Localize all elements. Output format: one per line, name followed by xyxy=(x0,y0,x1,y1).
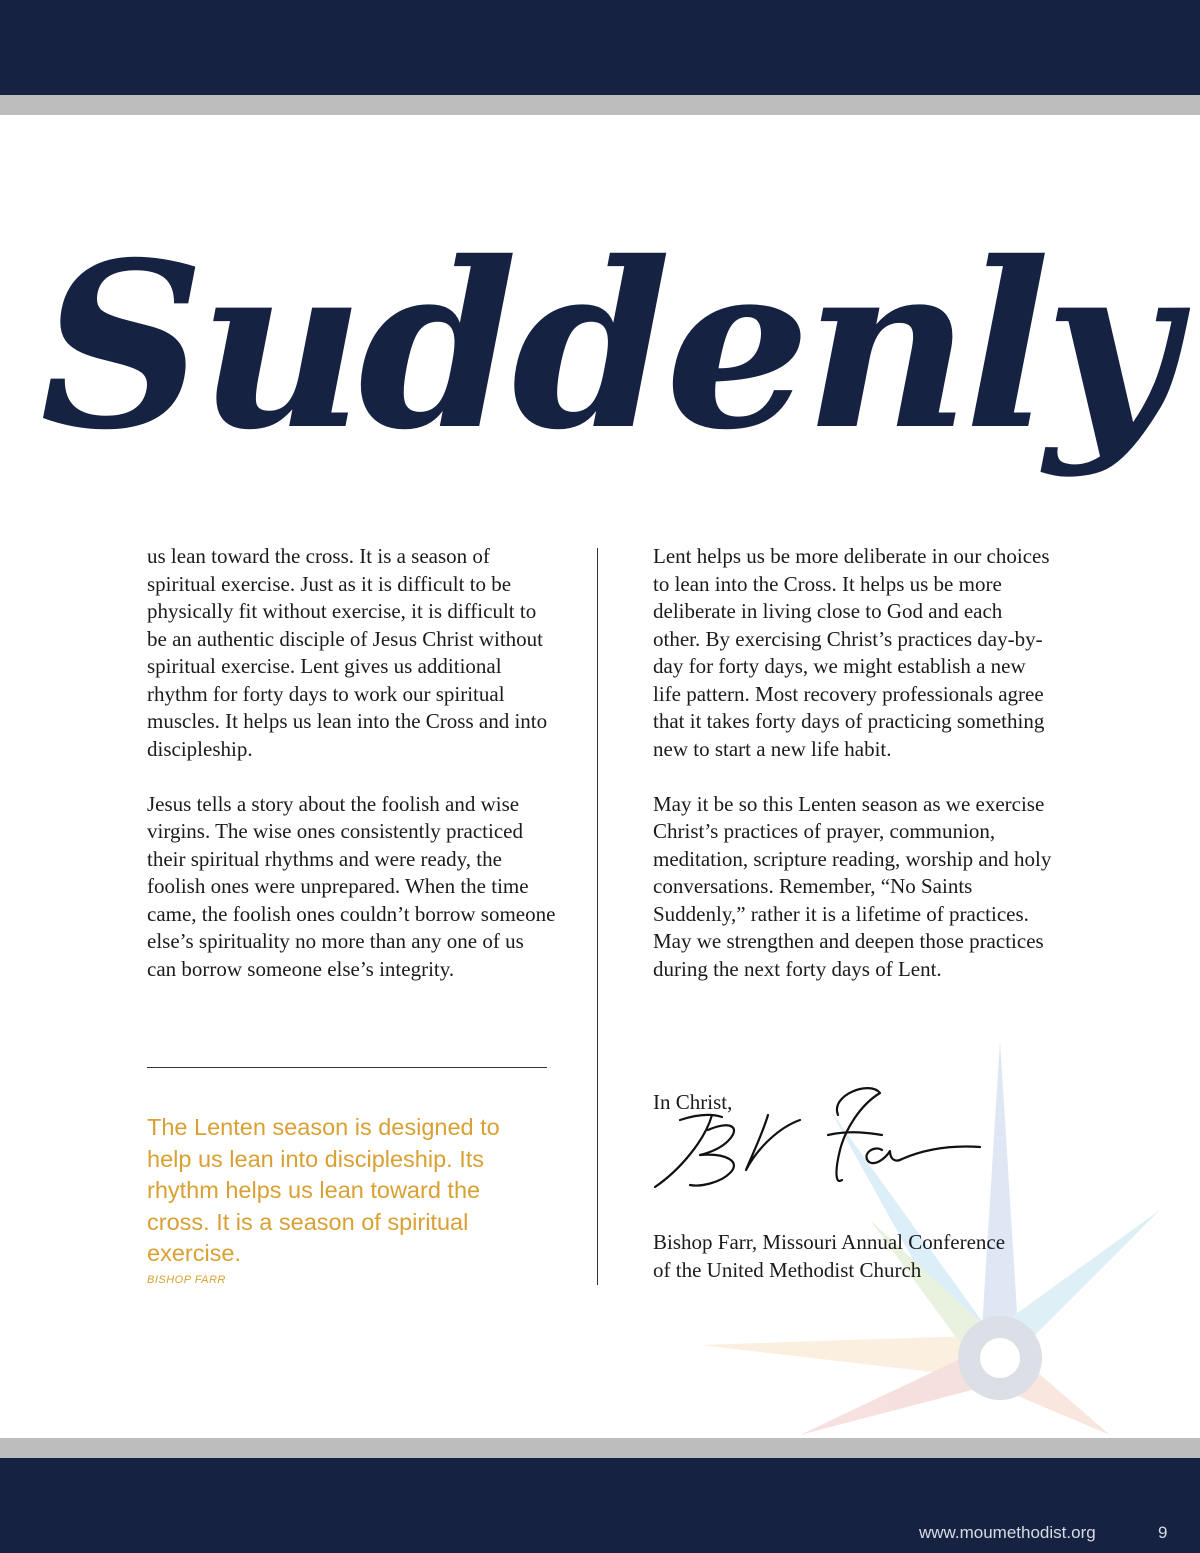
right-paragraph-1: Lent helps us be more deliberate in our choices to lean into the Cross. It helps us be more deliberate in living close to God and each other. By exercising Christ’s practices day-by-day for forty days, we might establish a new life pattern. Most recovery professionals agree that it takes forty days of practicing something new to start a new life habit. xyxy=(653,544,1050,761)
signer-block xyxy=(653,1229,1073,1284)
signer-line-2: of the United Methodist Church xyxy=(653,1257,922,1282)
signer-line-1: Bishop Farr, Missouri Annual Conference xyxy=(653,1230,1006,1254)
pull-quote-attribution: BISHOP FARR xyxy=(147,1274,226,1286)
right-paragraph-2: May it be so this Lenten season as we exercise Christ’s practices of prayer, communion, meditation, scripture reading, worship and holy conversations. Remember, “No Saints Suddenly,” rather it is a lifetime of practices. May we strengthen and deepen those practices during the next forty days of Lent. xyxy=(653,791,1052,981)
letter-closing: In Christ, xyxy=(653,1090,733,1114)
left-column xyxy=(147,543,557,1011)
top-gray-rule xyxy=(0,95,1200,115)
handwritten-signature xyxy=(650,1075,990,1195)
left-paragraph-2: Jesus tells a story about the foolish and wise virgins. The wise ones consistently practiced their spiritual rhythms and were ready, the foolish ones were unprepared. When the time came, the foolish ones couldn’t borrow someone else’s spirituality no more than any one of us can borrow someone else’s integrity. xyxy=(147,791,556,981)
left-paragraph-1: us lean toward the cross. It is a season of spiritual exercise. Just as it is difficult to be physically fit without exercise, it is difficult to be an authentic disciple of Jesus Christ without spiritual exercise. Lent gives us additional rhythm for forty days to work our spiritual muscles. It helps us lean into the Cross and into discipleship. xyxy=(147,544,548,761)
bottom-gray-rule xyxy=(0,1438,1200,1458)
right-column xyxy=(653,543,1053,1011)
page-number: 9 xyxy=(1158,1523,1168,1542)
top-header-band xyxy=(0,0,1200,95)
page-headline: Suddenly xyxy=(40,212,1172,480)
pull-quote: The Lenten season is designed to help us lean into discipleship. Its rhythm helps us lean toward the cross. It is a season of spiritual exercise. xyxy=(147,1114,500,1266)
footer-website-link[interactable]: www.moumethodist.org xyxy=(919,1523,1096,1542)
column-divider xyxy=(597,548,598,1285)
pull-quote-rule xyxy=(147,1067,547,1068)
